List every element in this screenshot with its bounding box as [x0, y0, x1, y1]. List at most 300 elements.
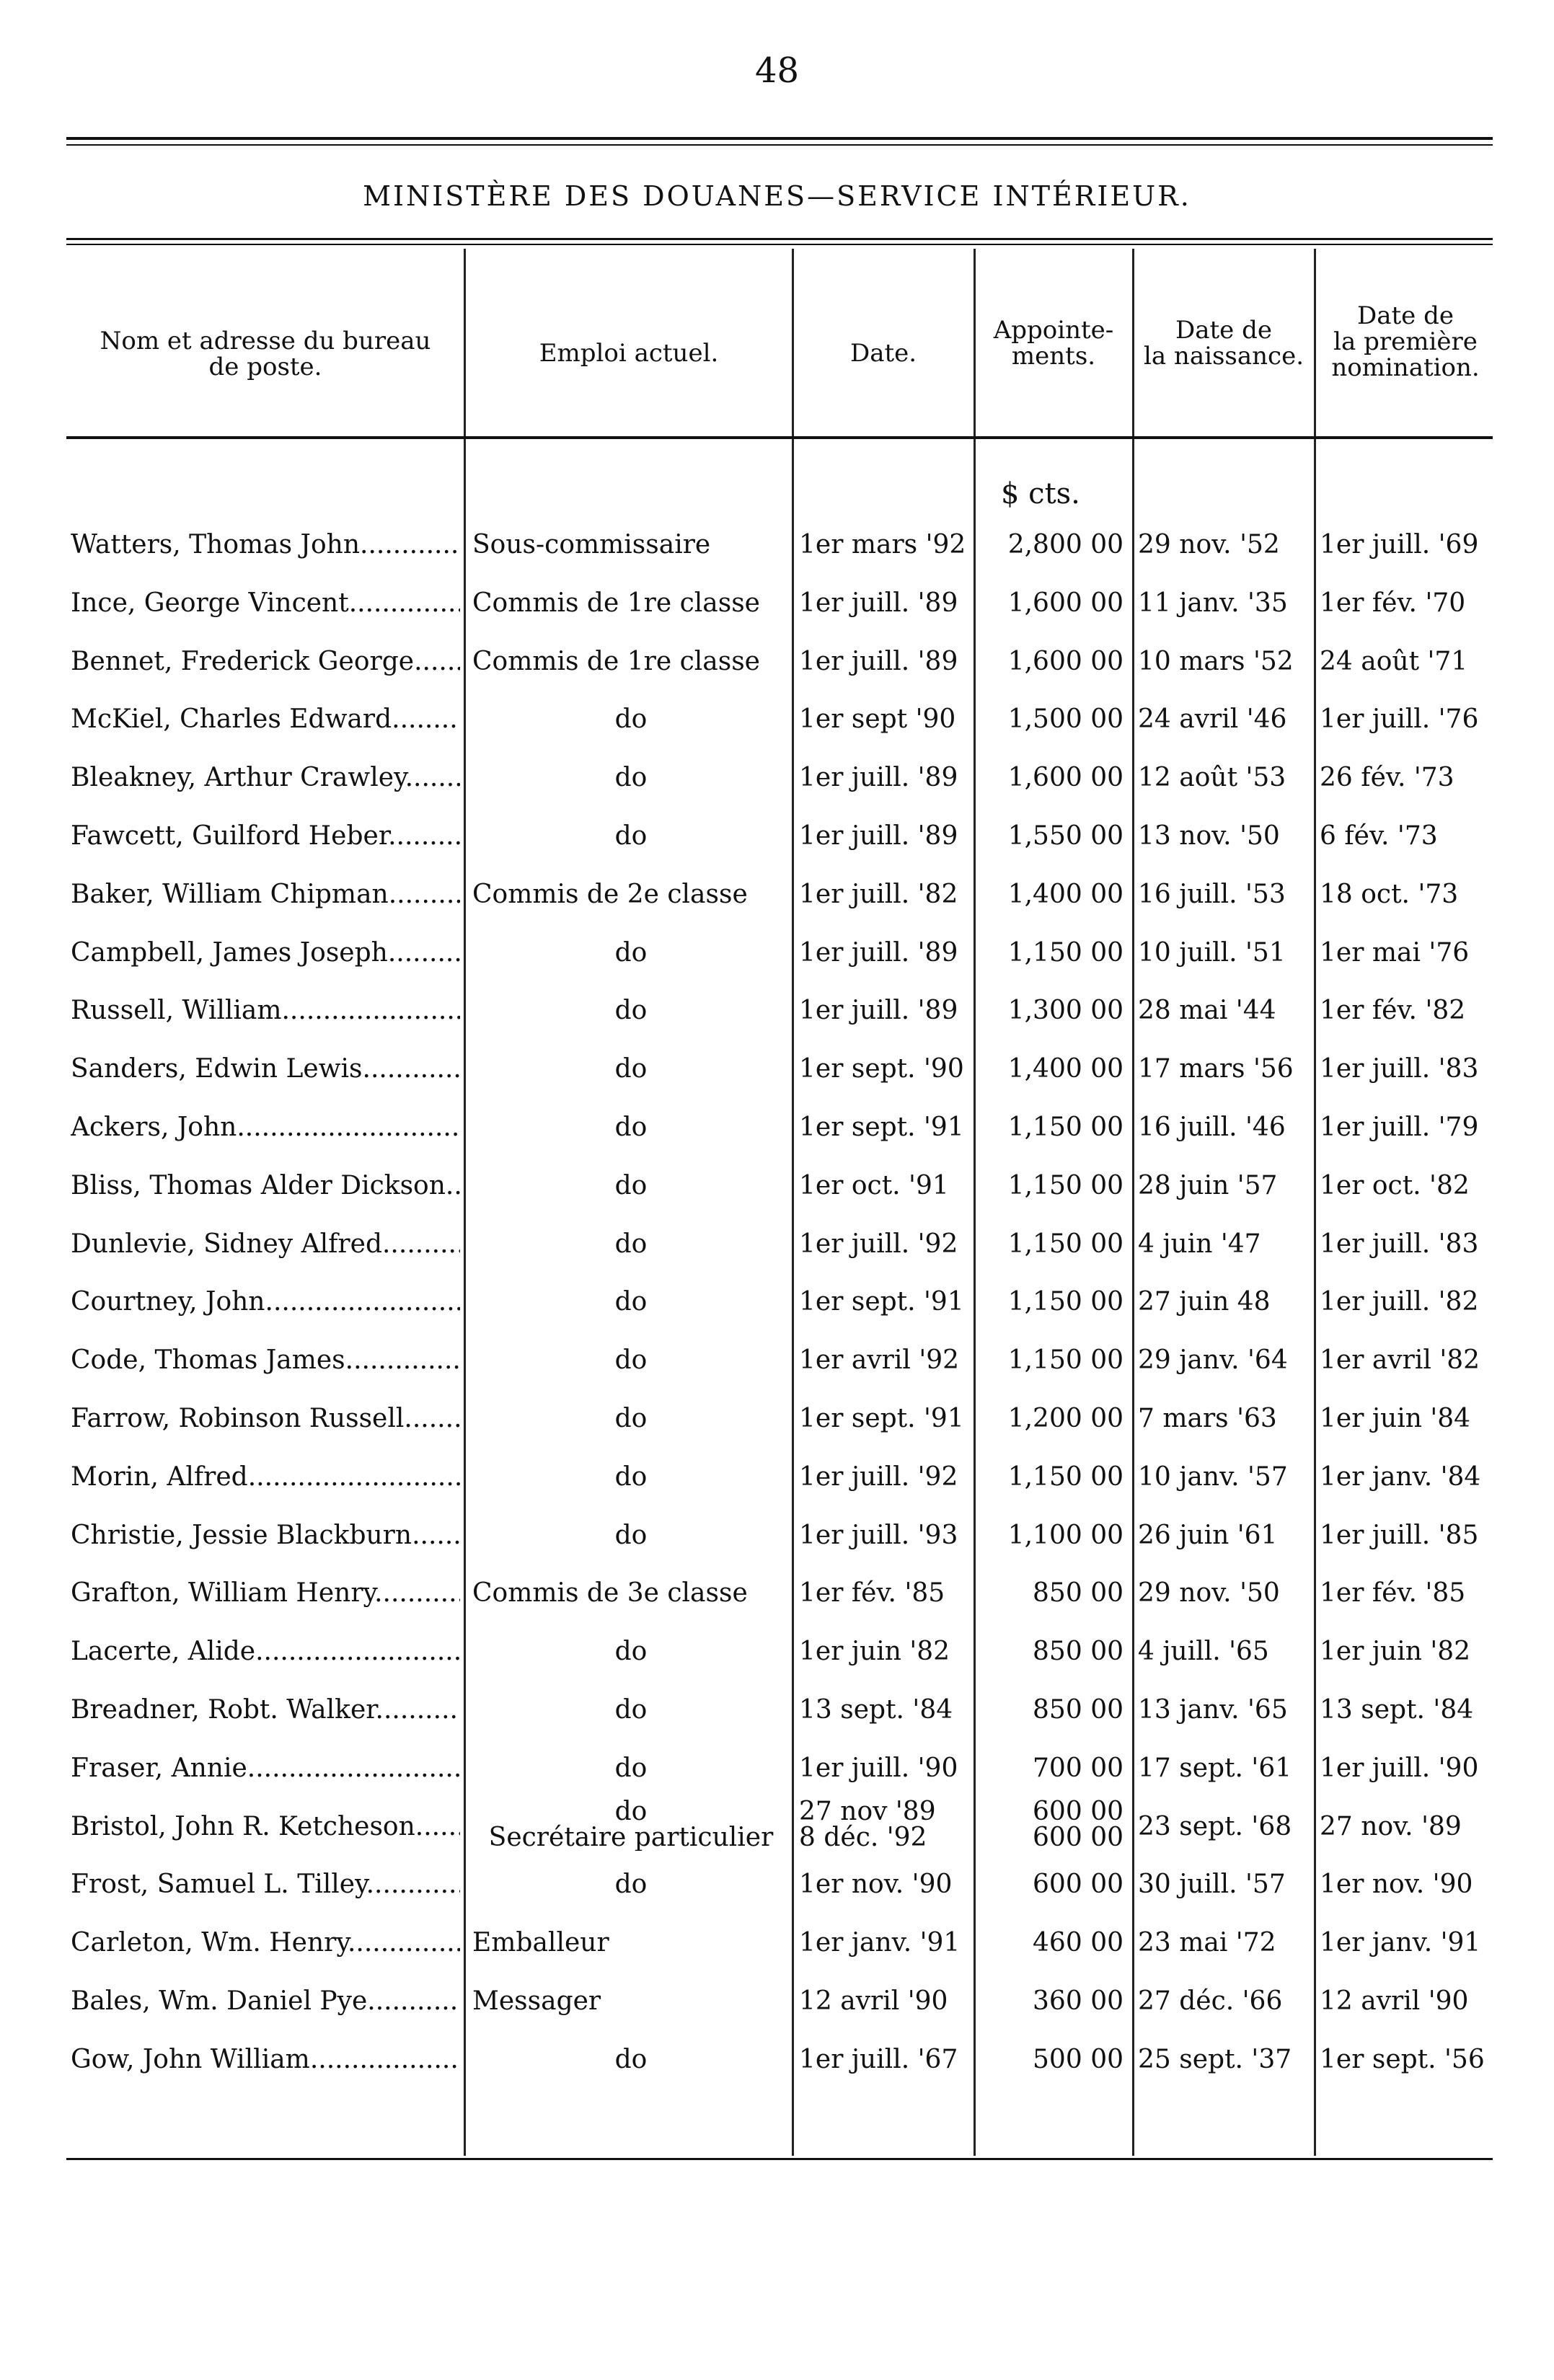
- date-cell-text: 1er juill. '82: [799, 879, 958, 909]
- table-row: [0, 865, 1554, 923]
- emploi-cell-text-second: Secrétaire particulier: [488, 1822, 774, 1851]
- appointements-cell-text: 1,600 00: [1007, 588, 1123, 618]
- nomination-cell-text: 1er janv. '91: [1320, 1928, 1481, 1958]
- name-cell-text: Bliss, Thomas Alder Dickson: [71, 1170, 446, 1200]
- nomination-cell-text: 1er sept. '56: [1320, 2044, 1485, 2074]
- appointements-cell-text: 1,200 00: [1007, 1404, 1123, 1433]
- nomination-cell-text: 1er fév. '70: [1320, 588, 1466, 618]
- date-cell: [799, 588, 972, 618]
- date-cell-text: 1er juill. '89: [799, 646, 958, 676]
- emploi-cell: [472, 2045, 790, 2074]
- date-cell-text: 1er juill. '89: [799, 996, 958, 1026]
- name-cell: [71, 1229, 460, 1259]
- date-cell-text: 1er juin '82: [799, 1637, 950, 1667]
- naissance-cell: [1138, 1812, 1311, 1841]
- table-row: [0, 1098, 1554, 1156]
- name-cell: [71, 1521, 460, 1550]
- naissance-cell: [1138, 1345, 1311, 1375]
- nomination-cell: [1320, 1229, 1493, 1259]
- naissance-cell-text: 13 janv. '65: [1138, 1695, 1288, 1725]
- naissance-cell: [1138, 1171, 1311, 1200]
- name-cell-text: Farrow, Robinson Russell: [71, 1404, 405, 1433]
- currency-unit: $ cts.: [1001, 477, 1080, 510]
- emploi-cell: [472, 1287, 790, 1317]
- date-cell: [799, 1345, 972, 1375]
- appointements-cell-text: 1,400 00: [1007, 1054, 1123, 1084]
- appointements-cell: [981, 1578, 1123, 1608]
- emploi-cell-text: Messager: [472, 1986, 601, 2016]
- appointements-cell-text: 600 00: [1033, 1798, 1123, 1826]
- header-top-rule: [66, 238, 1493, 240]
- emploi-cell: [472, 704, 790, 734]
- name-cell: [71, 880, 460, 909]
- dot-leader: [388, 821, 460, 851]
- appointements-cell: [981, 1521, 1123, 1550]
- emploi-cell-text: do: [614, 1870, 648, 1900]
- name-cell: [71, 996, 460, 1025]
- nomination-cell-text: 1er juill. '82: [1320, 1287, 1479, 1317]
- naissance-cell-text: 29 nov. '50: [1138, 1578, 1280, 1609]
- date-cell-text: 1er avril '92: [799, 1345, 960, 1376]
- appointements-cell: [981, 1753, 1123, 1783]
- emploi-cell-text: do: [614, 1637, 648, 1667]
- date-cell-text-second: 8 déc. '92: [799, 1822, 927, 1851]
- naissance-cell-text: 25 sept. '37: [1138, 2044, 1292, 2074]
- nomination-cell-text: 1er juill. '85: [1320, 1520, 1479, 1550]
- date-cell-text: 1er oct. '91: [799, 1170, 949, 1200]
- appointements-cell-text: 2,800 00: [1007, 530, 1123, 559]
- dot-leader: [348, 1928, 460, 1957]
- emploi-cell-text: Commis de 2e classe: [472, 879, 748, 909]
- appointements-cell-text: 1,150 00: [1007, 1345, 1123, 1376]
- date-cell-text: 1er juill. '89: [799, 821, 958, 851]
- naissance-cell: [1138, 1229, 1311, 1259]
- name-cell-text: Campbell, James Joseph: [71, 937, 388, 968]
- nomination-cell: [1320, 704, 1493, 734]
- naissance-cell: [1138, 1928, 1311, 1957]
- name-cell-text: Grafton, William Henry: [71, 1578, 375, 1609]
- date-cell: [799, 1171, 972, 1200]
- nomination-cell: [1320, 880, 1493, 909]
- naissance-cell: [1138, 530, 1311, 559]
- emploi-cell-text: do: [614, 937, 648, 968]
- date-cell-text: 1er sept. '91: [799, 1112, 964, 1142]
- appointements-cell-text: 1,500 00: [1007, 704, 1123, 735]
- name-cell-text: Breadner, Robt. Walker: [71, 1695, 376, 1725]
- appointements-cell-text: 1,150 00: [1007, 1170, 1123, 1200]
- nomination-cell: [1320, 821, 1493, 851]
- appointements-cell-text: 850 00: [1033, 1637, 1123, 1667]
- appointements-cell-text: 850 00: [1033, 1578, 1123, 1609]
- naissance-cell: [1138, 938, 1311, 968]
- emploi-cell: [472, 1695, 790, 1725]
- emploi-cell: [472, 1171, 790, 1200]
- nomination-cell-text: 1er juin '84: [1320, 1404, 1471, 1433]
- date-cell: [799, 996, 972, 1025]
- header-nomination: [1317, 303, 1494, 381]
- name-cell-text: Gow, John William: [71, 2044, 310, 2074]
- name-cell-text: Bleakney, Arthur Crawley: [71, 763, 405, 793]
- date-cell-text: 1er juill. '89: [799, 937, 958, 968]
- date-cell-text: 1er juill. '89: [799, 763, 958, 793]
- emploi-cell: [472, 1229, 790, 1259]
- dot-leader: [360, 530, 460, 559]
- appointements-cell-text: 600 00: [1033, 1870, 1123, 1900]
- dot-leader: [248, 1462, 460, 1492]
- header-emploi: [467, 340, 790, 366]
- naissance-cell: [1138, 996, 1311, 1025]
- naissance-cell-text: 24 avril '46: [1138, 704, 1287, 735]
- appointements-cell: [981, 1171, 1123, 1200]
- header-nais-line2: la naissance.: [1143, 342, 1304, 371]
- dot-leader: [414, 647, 460, 676]
- appointements-cell-text: 850 00: [1033, 1695, 1123, 1725]
- naissance-cell-text: 29 janv. '64: [1138, 1345, 1288, 1376]
- nomination-cell: [1320, 530, 1493, 559]
- naissance-cell-text: 10 mars '52: [1138, 646, 1294, 676]
- nomination-cell-text: 27 nov. '89: [1320, 1811, 1462, 1841]
- naissance-cell: [1138, 647, 1311, 676]
- header-nais-line1: Date de: [1175, 316, 1272, 345]
- dot-leader: [349, 588, 460, 618]
- emploi-cell-text: do: [614, 1112, 648, 1142]
- table-row: [0, 1156, 1554, 1214]
- date-cell-text: 1er fév. '85: [799, 1578, 945, 1609]
- name-cell-text: Code, Thomas James: [71, 1345, 345, 1376]
- naissance-cell-text: 4 juill. '65: [1138, 1637, 1269, 1667]
- nomination-cell: [1320, 996, 1493, 1025]
- date-cell: [799, 1695, 972, 1725]
- top-rule-thin: [66, 144, 1493, 146]
- naissance-cell-text: 28 juin '57: [1138, 1170, 1278, 1200]
- date-cell-text: 1er juill. '67: [799, 2044, 958, 2074]
- name-cell-text: Lacerte, Alide: [71, 1637, 256, 1667]
- emploi-cell: [472, 1928, 790, 1957]
- naissance-cell: [1138, 821, 1311, 851]
- date-cell: [799, 1521, 972, 1550]
- nomination-cell-text: 1er nov. '90: [1320, 1870, 1473, 1900]
- appointements-cell-text: 460 00: [1033, 1928, 1123, 1958]
- table-row: [0, 1040, 1554, 1097]
- date-cell-text: 1er juill. '92: [799, 1461, 958, 1492]
- date-cell-text: 1er juill. '90: [799, 1753, 958, 1783]
- name-cell-text: Sanders, Edwin Lewis: [71, 1054, 363, 1084]
- header-date: [795, 340, 972, 366]
- page-number: 48: [754, 50, 800, 91]
- naissance-cell-text: 10 juill. '51: [1138, 937, 1286, 968]
- appointements-cell-text: 1,150 00: [1007, 1461, 1123, 1492]
- emploi-cell-text: do: [614, 1170, 648, 1200]
- nomination-cell: [1320, 1578, 1493, 1608]
- emploi-cell-text: do: [614, 1287, 648, 1317]
- date-cell-text: 1er janv. '91: [799, 1928, 961, 1958]
- date-cell: [799, 1986, 972, 2016]
- nomination-cell-text: 1er juin '82: [1320, 1637, 1471, 1667]
- nomination-cell-text: 13 sept. '84: [1320, 1695, 1474, 1725]
- name-cell: [71, 1928, 460, 1957]
- naissance-cell-text: 30 juill. '57: [1138, 1870, 1286, 1900]
- name-cell-text: Carleton, Wm. Henry: [71, 1928, 348, 1958]
- dot-leader: [363, 1054, 460, 1084]
- nomination-cell-text: 1er oct. '82: [1320, 1170, 1470, 1200]
- dot-leader: [405, 763, 460, 792]
- appointements-cell-text: 360 00: [1033, 1986, 1123, 2016]
- nomination-cell: [1320, 588, 1493, 618]
- date-cell: [799, 1404, 972, 1433]
- name-cell: [71, 2045, 460, 2074]
- nomination-cell-text: 1er juill. '79: [1320, 1112, 1479, 1142]
- appointements-cell-text: 700 00: [1033, 1753, 1123, 1783]
- naissance-cell-text: 12 août '53: [1138, 763, 1286, 793]
- appointements-cell: [981, 938, 1123, 968]
- emploi-cell: [472, 821, 790, 851]
- table-row: [0, 1739, 1554, 1797]
- date-cell-text: 27 nov '89: [799, 1798, 936, 1826]
- nomination-cell-text: 12 avril '90: [1320, 1986, 1469, 2016]
- name-cell-text: Watters, Thomas John: [71, 530, 361, 559]
- name-cell: [71, 821, 460, 851]
- name-cell: [71, 1171, 460, 1200]
- nomination-cell: [1320, 1287, 1493, 1317]
- emploi-cell: [472, 1054, 790, 1084]
- nomination-cell: [1320, 1812, 1493, 1841]
- name-cell: [71, 1870, 460, 1899]
- table-row: [0, 1855, 1554, 1913]
- dot-leader: [281, 996, 460, 1025]
- header-app-line2: ments.: [1011, 342, 1096, 371]
- date-cell: [799, 647, 972, 676]
- appointements-cell: [981, 647, 1123, 676]
- appointements-cell-text: 500 00: [1033, 2044, 1123, 2074]
- appointements-cell: [981, 588, 1123, 618]
- appointements-cell: [981, 1695, 1123, 1725]
- emploi-cell-text: do: [614, 763, 648, 793]
- naissance-cell-text: 17 mars '56: [1138, 1054, 1294, 1084]
- date-cell-text: 1er nov. '90: [799, 1870, 953, 1900]
- table-row: [0, 1506, 1554, 1564]
- date-cell: [799, 2045, 972, 2074]
- appointements-cell: [981, 1928, 1123, 1957]
- name-cell-text: Frost, Samuel L. Tilley: [71, 1870, 366, 1900]
- header-date-label: Date.: [849, 339, 917, 368]
- header-name-line1: Nom et adresse du bureau: [100, 327, 431, 355]
- emploi-cell-text: do: [614, 1229, 648, 1259]
- naissance-cell-text: 11 janv. '35: [1138, 588, 1288, 618]
- table-row: [0, 574, 1554, 632]
- appointements-cell: [981, 1799, 1123, 1851]
- table-row: [0, 924, 1554, 981]
- dot-leader: [389, 880, 460, 909]
- nomination-cell-text: 1er juill. '83: [1320, 1229, 1479, 1259]
- appointements-cell-text: 1,550 00: [1007, 821, 1123, 851]
- naissance-cell-text: 28 mai '44: [1138, 996, 1276, 1026]
- top-rule: [66, 137, 1493, 140]
- table-row: [0, 748, 1554, 806]
- emploi-cell-text: Commis de 3e classe: [472, 1578, 748, 1609]
- naissance-cell: [1138, 1986, 1311, 2016]
- appointements-cell: [981, 1870, 1123, 1899]
- name-cell: [71, 938, 460, 968]
- dot-leader: [367, 1986, 460, 2016]
- emploi-cell-text: do: [614, 996, 648, 1026]
- date-cell: [799, 1462, 972, 1492]
- date-cell-text: 1er sept. '90: [799, 1054, 964, 1084]
- date-cell: [799, 763, 972, 792]
- naissance-cell: [1138, 1753, 1311, 1783]
- naissance-cell-text: 23 mai '72: [1138, 1928, 1276, 1958]
- name-cell-text: Russell, William: [71, 996, 282, 1026]
- naissance-cell-text: 29 nov. '52: [1138, 530, 1280, 559]
- emploi-cell-text: do: [614, 1461, 648, 1492]
- emploi-cell: [472, 530, 790, 559]
- nomination-cell: [1320, 647, 1493, 676]
- appointements-cell: [981, 530, 1123, 559]
- table-row: [0, 981, 1554, 1039]
- appointements-cell: [981, 880, 1123, 909]
- appointements-cell: [981, 704, 1123, 734]
- table-row: [0, 1914, 1554, 1971]
- emploi-cell: [472, 880, 790, 909]
- nomination-cell-text: 1er juill. '76: [1320, 704, 1479, 735]
- appointements-cell-text: 1,400 00: [1007, 879, 1123, 909]
- dot-leader: [366, 1870, 460, 1899]
- table-row: [0, 632, 1554, 690]
- table-row: [0, 690, 1554, 748]
- name-cell: [71, 1404, 460, 1433]
- emploi-cell: [472, 1521, 790, 1550]
- table-bottom-rule: [66, 2158, 1493, 2160]
- nomination-cell: [1320, 1986, 1493, 2016]
- emploi-cell-text: Sous-commissaire: [472, 530, 711, 559]
- naissance-cell: [1138, 1054, 1311, 1084]
- naissance-cell: [1138, 2045, 1311, 2074]
- emploi-cell-text: do: [614, 1695, 648, 1725]
- date-cell: [799, 1112, 972, 1142]
- name-cell: [71, 763, 460, 792]
- date-cell-text: 1er sept '90: [799, 704, 956, 735]
- name-cell: [71, 1112, 460, 1142]
- nomination-cell-text: 24 août '71: [1320, 646, 1468, 676]
- date-cell: [799, 880, 972, 909]
- emploi-cell: [472, 938, 790, 968]
- header-nom-line1: Date de: [1356, 301, 1454, 330]
- name-cell: [71, 1287, 460, 1317]
- appointements-cell: [981, 1986, 1123, 2016]
- naissance-cell-text: 26 juin '61: [1138, 1520, 1278, 1550]
- nomination-cell-text: 1er janv. '84: [1320, 1461, 1481, 1492]
- name-cell: [71, 1986, 460, 2016]
- emploi-cell: [472, 1753, 790, 1783]
- naissance-cell: [1138, 1637, 1311, 1666]
- appointements-cell: [981, 821, 1123, 851]
- dot-leader: [412, 1521, 460, 1550]
- nomination-cell-text: 1er fév. '85: [1320, 1578, 1466, 1609]
- date-cell: [799, 1928, 972, 1957]
- emploi-cell: [472, 1345, 790, 1375]
- date-cell: [799, 1753, 972, 1783]
- date-cell-text: 1er juill. '89: [799, 588, 958, 618]
- emploi-cell-text: do: [614, 2044, 648, 2074]
- nomination-cell: [1320, 1637, 1493, 1666]
- table-row: [0, 1331, 1554, 1389]
- nomination-cell: [1320, 1404, 1493, 1433]
- date-cell-text: 1er juill. '93: [799, 1520, 958, 1550]
- naissance-cell: [1138, 763, 1311, 792]
- table-row: [0, 2030, 1554, 2088]
- appointements-cell: [981, 1287, 1123, 1317]
- page-title: MINISTÈRE DES DOUANES—SERVICE INTÉRIEUR.: [363, 180, 1191, 212]
- emploi-cell: [472, 1637, 790, 1666]
- name-cell: [71, 530, 460, 559]
- table-row: [0, 1797, 1554, 1855]
- name-cell-text: Dunlevie, Sidney Alfred: [71, 1229, 382, 1259]
- nomination-cell: [1320, 1521, 1493, 1550]
- dot-leader: [265, 1287, 461, 1317]
- date-cell: [799, 821, 972, 851]
- emploi-cell-text: do: [614, 821, 648, 851]
- name-cell-text: Morin, Alfred: [71, 1461, 248, 1492]
- appointements-cell: [981, 1112, 1123, 1142]
- dot-leader: [376, 1695, 460, 1725]
- emploi-cell: [472, 647, 790, 676]
- appointements-cell: [981, 763, 1123, 792]
- nomination-cell-text: 1er avril '82: [1320, 1345, 1480, 1376]
- appointements-cell: [981, 996, 1123, 1025]
- appointements-cell: [981, 1404, 1123, 1433]
- appointements-cell: [981, 1462, 1123, 1492]
- header-nom-line2: la première: [1333, 327, 1478, 356]
- nomination-cell-text: 1er juill. '69: [1320, 530, 1479, 559]
- appointements-cell-text-second: 600 00: [1033, 1822, 1123, 1851]
- appointements-cell-text: 1,150 00: [1007, 1287, 1123, 1317]
- naissance-cell: [1138, 588, 1311, 618]
- name-cell: [71, 1462, 460, 1492]
- date-cell-text: 12 avril '90: [799, 1986, 948, 2016]
- emploi-cell-text: do: [614, 704, 648, 735]
- table-row: [0, 1448, 1554, 1505]
- nomination-cell: [1320, 1753, 1493, 1783]
- nomination-cell: [1320, 2045, 1493, 2074]
- naissance-cell: [1138, 1578, 1311, 1608]
- dot-leader: [374, 1578, 460, 1608]
- nomination-cell: [1320, 1870, 1493, 1899]
- naissance-cell-text: 7 mars '63: [1138, 1404, 1277, 1433]
- date-cell-text: 13 sept. '84: [799, 1695, 953, 1725]
- table-row: [0, 1564, 1554, 1622]
- name-cell: [71, 1753, 460, 1783]
- naissance-cell-text: 10 janv. '57: [1138, 1461, 1288, 1492]
- emploi-cell-text: do: [614, 1054, 648, 1084]
- emploi-cell: [472, 1986, 790, 2016]
- appointements-cell: [981, 1345, 1123, 1375]
- date-cell: [799, 1578, 972, 1608]
- naissance-cell-text: 16 juill. '46: [1138, 1112, 1286, 1142]
- header-app-line1: Appointe-: [993, 316, 1114, 345]
- header-nom-line3: nomination.: [1331, 353, 1480, 382]
- table-row: [0, 807, 1554, 864]
- table-row: [0, 1389, 1554, 1447]
- name-cell-text: Courtney, John: [71, 1287, 265, 1317]
- name-cell: [71, 1578, 460, 1608]
- date-cell: [799, 704, 972, 734]
- name-cell: [71, 704, 460, 734]
- date-cell-text: 1er sept. '91: [799, 1287, 964, 1317]
- dot-leader: [382, 1229, 460, 1259]
- emploi-cell: [472, 1578, 790, 1608]
- emploi-cell-text: Commis de 1re classe: [472, 646, 760, 676]
- name-cell-text: Bristol, John R. Ketcheson: [71, 1811, 415, 1841]
- naissance-cell: [1138, 1287, 1311, 1317]
